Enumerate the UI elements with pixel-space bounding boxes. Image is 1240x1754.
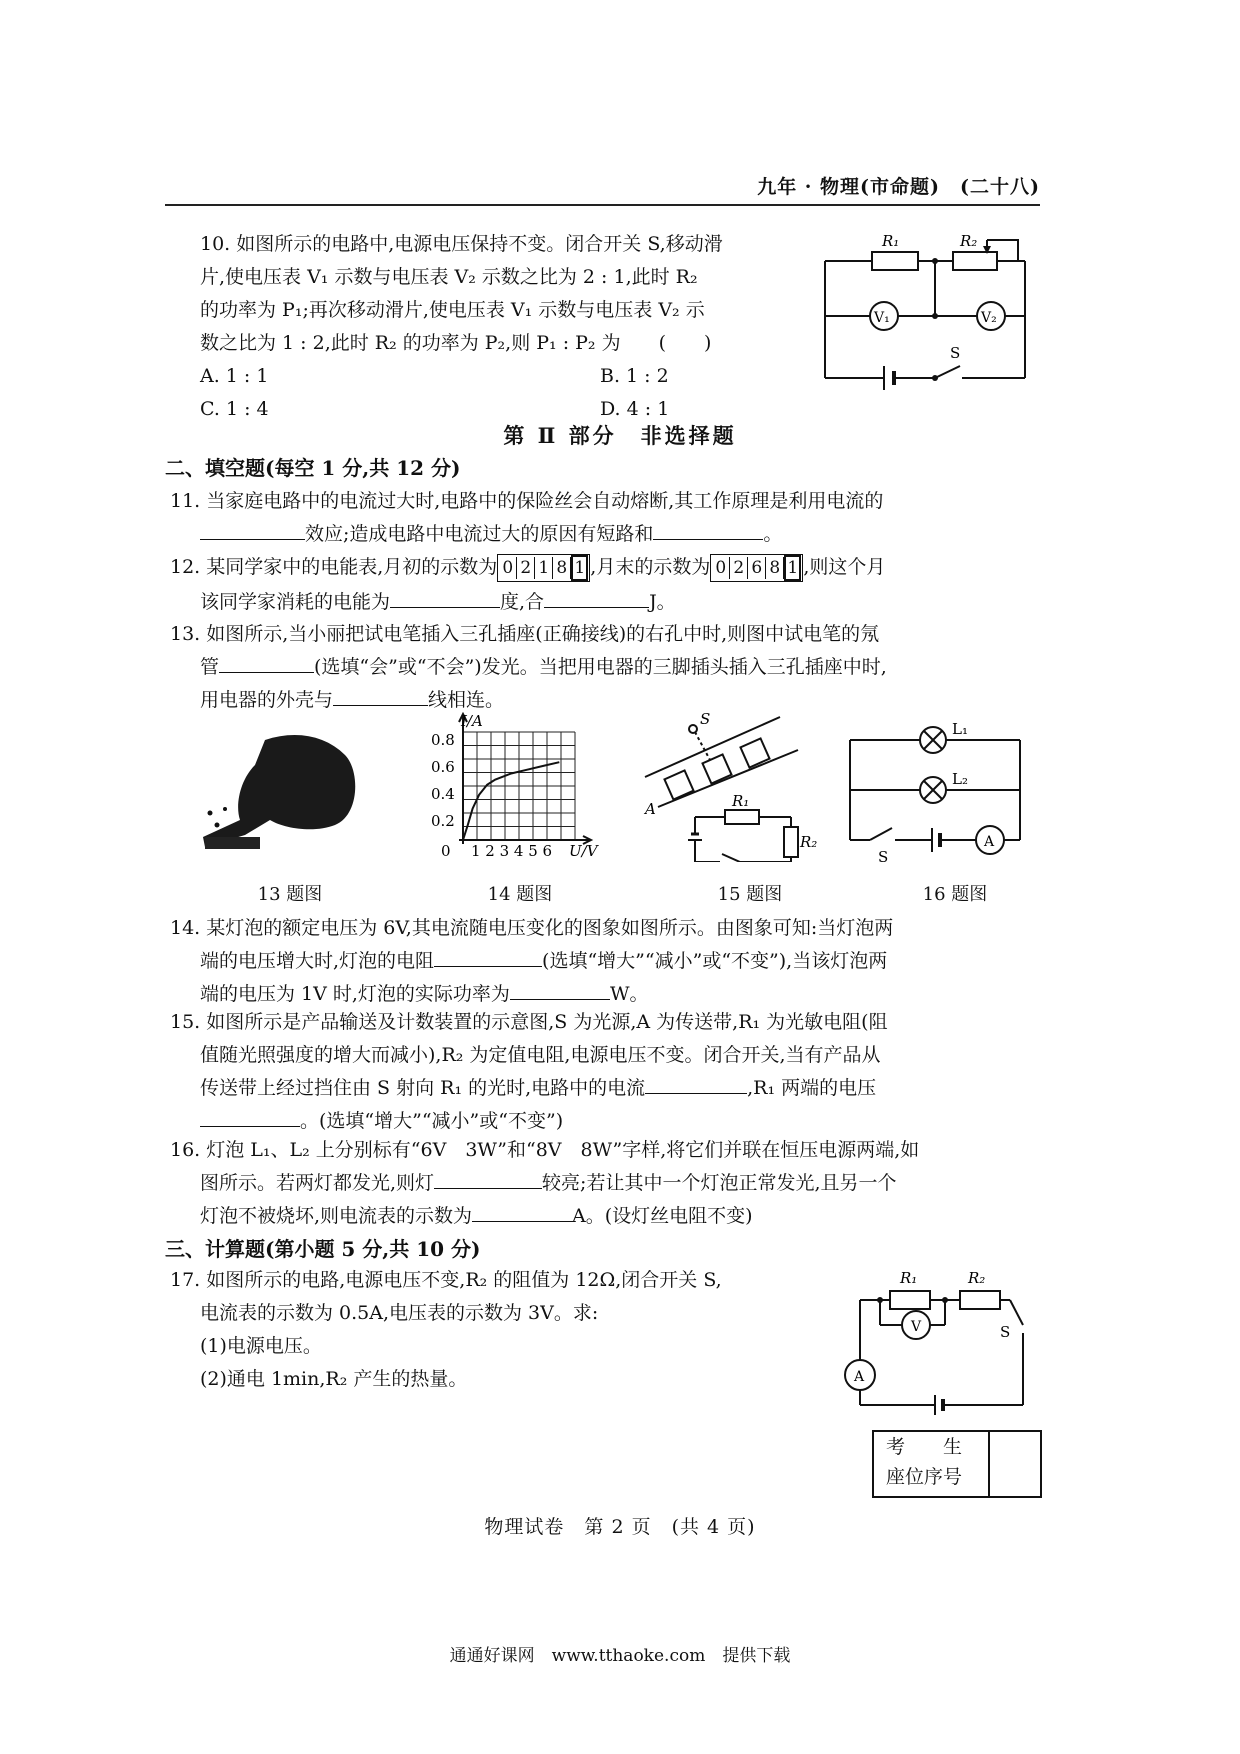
- fig15-s-label: S: [700, 712, 711, 728]
- download-source-note: 通通好课网 www.tthaoke.com 提供下载: [449, 1646, 791, 1666]
- fig16-l1-label: L₁: [952, 720, 968, 738]
- fig16-parallel-circuit: [840, 712, 1030, 862]
- q15-line2: 值随光照强度的增大而减小),R₂ 为定值电阻,电源电压不变。闭合开关,当有产品从: [200, 1044, 881, 1066]
- q10-fig-r1-label: R₁: [882, 232, 900, 250]
- q12-text-2b: 度,合: [500, 591, 545, 613]
- q10-line2: 片,使电压表 V₁ 示数与电压表 V₂ 示数之比为 2 : 1,此时 R₂: [200, 266, 698, 288]
- q16-text-2b: 较亮;若让其中一个灯泡正常发光,且另一个: [542, 1172, 897, 1194]
- q12-blank-2[interactable]: [544, 607, 649, 608]
- q12-line2: [170, 586, 1050, 619]
- q10-option-a: A. 1 : 1: [200, 365, 269, 387]
- chart14-plot: [459, 714, 591, 844]
- q10-circuit-figure: [820, 228, 1040, 398]
- seat-number-box: [872, 1430, 1042, 1498]
- fig16-s-label: S: [878, 848, 889, 862]
- q15-line3: [170, 1072, 1050, 1105]
- caption-fig15: 15 题图: [717, 884, 783, 905]
- q16-blank-1[interactable]: [434, 1188, 542, 1189]
- q17-line3: (1)电源电压。: [200, 1335, 322, 1357]
- q12-text-2c: J。: [649, 591, 676, 613]
- meter-start-decimal-digit: 1: [571, 555, 588, 581]
- q10-options-row1: [200, 360, 840, 393]
- fig14-iu-chart: [415, 712, 615, 862]
- meter-end-decimal-digit: 1: [784, 555, 801, 581]
- fig14-ytick: 0.4: [431, 785, 455, 803]
- meter-reading-end: [710, 554, 803, 582]
- question-14: [170, 912, 1050, 1011]
- q17-circuit-figure: [840, 1265, 1040, 1425]
- meter-start-digit: 1: [535, 557, 553, 579]
- seat-label-line1: 考 生: [886, 1436, 963, 1458]
- section2-title: 二、填空题(每空 1 分,共 12 分): [165, 456, 461, 480]
- q10-fig-v1-label: V₁: [874, 310, 890, 326]
- q13-line2: [170, 651, 1050, 684]
- meter-start-digit: 2: [517, 557, 535, 579]
- fig14-xticks: 1 2 3 4 5 6: [471, 842, 553, 860]
- q14-text-3a: 端的电压为 1V 时,灯泡的实际功率为: [200, 983, 510, 1005]
- caption-fig16: 16 题图: [922, 884, 988, 905]
- q17-fig-r2-label: R₂: [968, 1269, 986, 1287]
- q10-line4: 数之比为 1 : 2,此时 R₂ 的功率为 P₂,则 P₁ : P₂ 为 ( ): [200, 332, 712, 354]
- q15-text-3a: 传送带上经过挡住由 S 射向 R₁ 的光时,电路中的电流: [200, 1077, 646, 1099]
- fig15-r2-label: R₂: [800, 833, 818, 851]
- q17-line1: 17. 如图所示的电路,电源电压不变,R₂ 的阻值为 12Ω,闭合开关 S,: [170, 1269, 722, 1291]
- q10-fig-r2-label: R₂: [960, 232, 978, 250]
- fig14-ytick: 0.2: [431, 812, 455, 830]
- question-17: [170, 1264, 810, 1396]
- q13-text-2b: (选填“会”或“不会”)发光。当把用电器的三脚插头插入三孔插座中时,: [314, 656, 887, 678]
- meter-end-digit: 6: [748, 557, 766, 579]
- question-13: [170, 618, 1050, 717]
- q10-option-b: B. 1 : 2: [600, 365, 669, 387]
- seat-label: [874, 1432, 990, 1496]
- q17-line2: 电流表的示数为 0.5A,电压表的示数为 3V。求:: [200, 1302, 599, 1324]
- q15-line1: 15. 如图所示是产品输送及计数装置的示意图,S 为光源,A 为传送带,R₁ 为光敏电阻(阻: [170, 1011, 888, 1033]
- q10-line1: 10. 如图所示的电路中,电源电压保持不变。闭合开关 S,移动滑: [200, 233, 723, 255]
- q17-fig-v-label: V: [911, 1319, 922, 1335]
- q12-text-a: 12. 某同学家中的电能表,月初的示数为: [170, 556, 498, 578]
- q15-text-4b: 。(选填“增大”“减小”或“不变”): [300, 1110, 564, 1132]
- q17-line4: (2)通电 1min,R₂ 产生的热量。: [200, 1368, 468, 1390]
- seat-label-line2: 座位序号: [886, 1466, 963, 1488]
- header-rule: [165, 204, 1040, 206]
- meter-start-digit: 0: [499, 557, 517, 579]
- page-footer: 物理试卷 第 2 页 (共 4 页): [484, 1516, 756, 1538]
- meter-end-digit: 0: [712, 557, 730, 579]
- section3-title: 三、计算题(第小题 5 分,共 10 分): [165, 1237, 481, 1261]
- fig14-ylabel: I/A: [461, 712, 483, 730]
- q14-line1: 14. 某灯泡的额定电压为 6V,其电流随电压变化的图象如图所示。由图象可知:当灯泡两: [170, 917, 894, 939]
- q13-blank-2[interactable]: [333, 705, 428, 706]
- q11-text-2a: 效应;造成电路中电流过大的原因有短路和: [305, 523, 654, 545]
- q15-blank-1[interactable]: [645, 1093, 747, 1094]
- q13-text-2a: 管: [200, 656, 220, 678]
- part2-title: 第 Ⅱ 部分 非选择题: [503, 423, 737, 448]
- caption-fig14: 14 题图: [487, 884, 553, 905]
- q16-blank-2[interactable]: [472, 1221, 572, 1222]
- q10-option-d: D. 4 : 1: [600, 398, 670, 420]
- seat-number-field[interactable]: [992, 1432, 1038, 1496]
- q15-text-3b: ,R₁ 两端的电压: [747, 1077, 877, 1099]
- q14-text-2b: (选填“增大”“减小”或“不变”),当该灯泡两: [542, 950, 888, 972]
- q10-line3: 的功率为 P₁;再次移动滑片,使电压表 V₁ 示数与电压表 V₂ 示: [200, 299, 705, 321]
- question-15: [170, 1006, 1050, 1138]
- q12-text-b: ,月末的示数为: [590, 556, 711, 578]
- question-16: [170, 1134, 1050, 1233]
- q16-line3: [170, 1200, 1050, 1233]
- q10-fig-v2-label: V₂: [981, 310, 997, 326]
- q11-blank-2[interactable]: [653, 539, 763, 540]
- meter-start-digit: 8: [553, 557, 571, 579]
- q13-text-3b: 线相连。: [428, 689, 505, 711]
- q17-fig-a-label: A: [854, 1369, 865, 1385]
- q13-line1: 13. 如图所示,当小丽把试电笔插入三孔插座(正确接线)的右孔中时,则图中试电笔的氖: [170, 623, 880, 645]
- q10-fig-s-label: S: [950, 344, 961, 362]
- q11-text-2b: 。: [763, 523, 783, 545]
- q12-blank-1[interactable]: [390, 607, 500, 608]
- question-11: [170, 485, 1050, 551]
- fig14-ytick: 0: [441, 842, 451, 860]
- question-10: [200, 228, 840, 426]
- q15-blank-2[interactable]: [200, 1126, 300, 1127]
- q14-text-3b: W。: [609, 983, 649, 1005]
- q11-line2: [170, 518, 1050, 551]
- q17-fig-s-label: S: [1000, 1323, 1011, 1341]
- q12-text-2a: 该同学家消耗的电能为: [200, 591, 391, 613]
- q14-blank-1[interactable]: [434, 966, 542, 967]
- q11-blank-1[interactable]: [200, 539, 305, 540]
- q14-blank-2[interactable]: [510, 999, 610, 1000]
- meter-end-digit: 8: [766, 557, 784, 579]
- q16-text-2a: 图所示。若两灯都发光,则灯: [200, 1172, 435, 1194]
- q14-text-2a: 端的电压增大时,灯泡的电阻: [200, 950, 435, 972]
- fig16-l2-label: L₂: [952, 770, 968, 788]
- fig13-test-pen-image: [195, 725, 375, 855]
- q11-line1: 11. 当家庭电路中的电流过大时,电路中的保险丝会自动熔断,其工作原理是利用电流的: [170, 490, 884, 512]
- fig16-a-label: A: [984, 834, 995, 850]
- q16-text-3a: 灯泡不被烧坏,则电流表的示数为: [200, 1205, 473, 1227]
- fig14-ytick: 0.8: [431, 731, 455, 749]
- meter-end-digit: 2: [730, 557, 748, 579]
- q13-blank-1[interactable]: [219, 672, 314, 673]
- q10-option-c: C. 1 : 4: [200, 398, 269, 420]
- q17-fig-r1-label: R₁: [900, 1269, 918, 1287]
- caption-fig13: 13 题图: [257, 884, 323, 905]
- q16-line1: 16. 灯泡 L₁、L₂ 上分别标有“6V 3W”和“8V 8W”字样,将它们并联在恒压电源两端,如: [170, 1139, 920, 1161]
- fig15-r1-label: R₁: [732, 792, 750, 810]
- q16-text-3b: A。(设灯丝电阻不变): [572, 1205, 753, 1227]
- meter-reading-start: [497, 554, 590, 582]
- fig14-xlabel: U/V: [569, 842, 598, 860]
- q12-text-c: ,则这个月: [803, 556, 886, 578]
- fig14-ytick: 0.6: [431, 758, 455, 776]
- page-header: 九年 · 物理(市命题) (二十八): [757, 176, 1040, 198]
- question-12: [170, 551, 1050, 619]
- q16-line2: [170, 1167, 1050, 1200]
- fig15-conveyor-figure: [640, 712, 820, 862]
- q14-line2: [170, 945, 1050, 978]
- fig15-a-label: A: [645, 800, 656, 818]
- q13-text-3a: 用电器的外壳与: [200, 689, 334, 711]
- q12-line1: [170, 551, 1050, 584]
